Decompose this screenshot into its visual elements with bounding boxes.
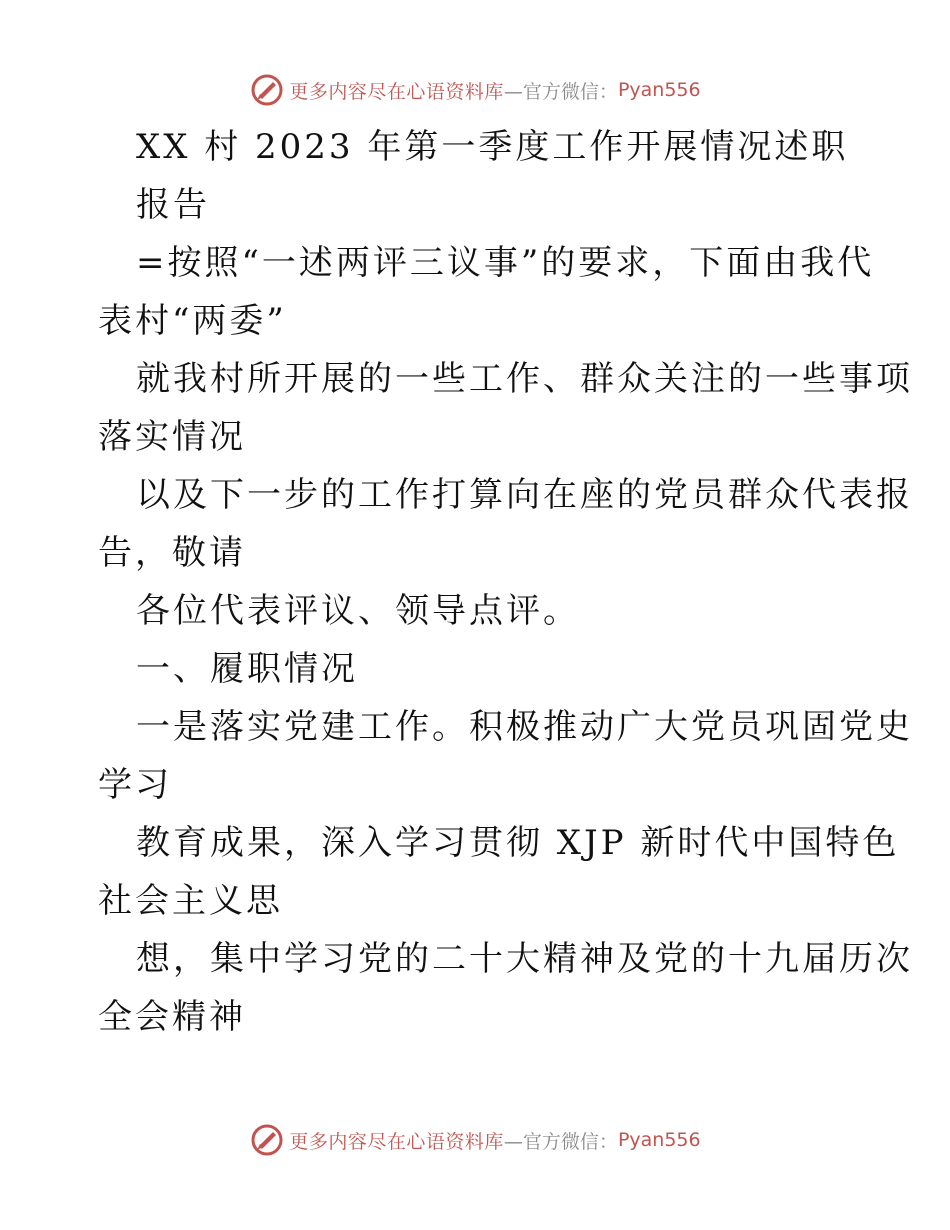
paragraph-line: 全会精神 (98, 997, 246, 1037)
watermark-brand-text: 更多内容尽在心语资料库 (289, 80, 504, 103)
watermark-wechat-id: Pyan556 (617, 1129, 701, 1151)
paragraph-line: 各位代表评议、领导点评。 (136, 591, 580, 631)
paragraph-line: 想，集中学习党的二十大精神及党的十九届历次 (136, 939, 913, 979)
watermark-brand-text: 更多内容尽在心语资料库 (289, 1130, 504, 1153)
paragraph-line: 以及下一步的工作打算向在座的党员群众代表报 (136, 475, 913, 515)
paragraph-line: 学习 (98, 765, 172, 805)
document-title-line-1: XX 村 2023 年第一季度工作开展情况述职 (136, 127, 849, 167)
document-title-line-2: 报告 (136, 185, 210, 225)
footer-watermark (0, 1120, 950, 1160)
paragraph-line: 落实情况 (98, 417, 246, 457)
pen-nib-logo (249, 1122, 285, 1158)
paragraph-line: 就我村所开展的一些工作、群众关注的一些事项 (136, 359, 913, 399)
watermark-separator: —官方微信： (503, 1130, 618, 1153)
paragraph-line: 告，敬请 (98, 533, 246, 573)
paragraph-line: 教育成果，深入学习贯彻 XJP 新时代中国特色 (136, 823, 900, 863)
document-body (98, 118, 913, 1046)
watermark-separator: —官方微信： (503, 80, 618, 103)
paragraph-line: 社会主义思 (98, 881, 283, 921)
pen-nib-logo (249, 72, 285, 108)
watermark-wechat-id: Pyan556 (617, 79, 701, 101)
paragraph-line: 表村“两委” (98, 301, 287, 341)
paragraph-line: =按照“一述两评三议事”的要求，下面由我代 (136, 243, 875, 283)
paragraph-line: 一是落实党建工作。积极推动广大党员巩固党史 (136, 707, 913, 747)
header-watermark (0, 70, 950, 110)
section-heading: 一、履职情况 (136, 649, 358, 689)
